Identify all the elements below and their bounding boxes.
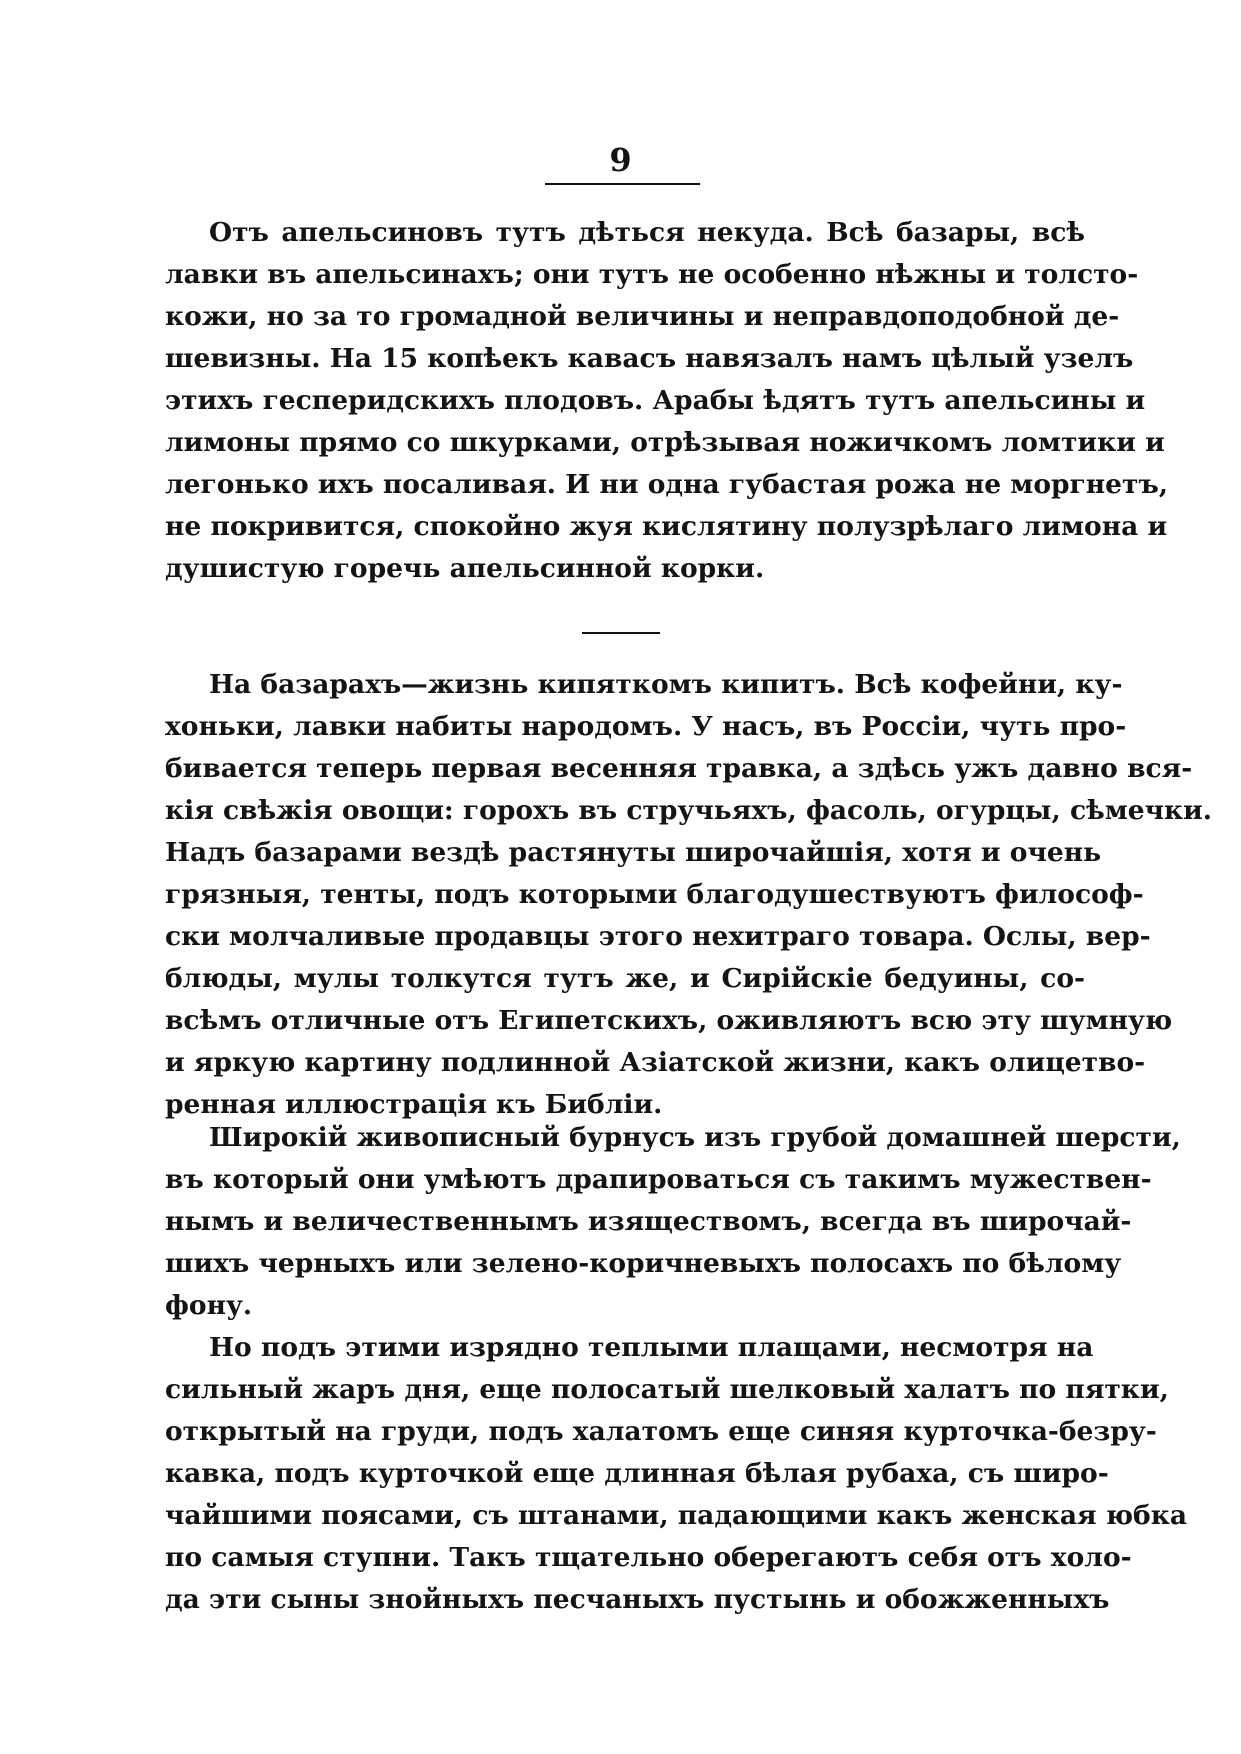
text-line: открытый на груди, подъ халатомъ еще синяя курточка-безру- [165,1416,1157,1447]
text-line: не покривится, спокойно жуя кислятину полузрѣлаго лимона и [165,511,1168,542]
page-number: 9 [609,141,632,179]
text-line: шихъ черныхъ или зелено-коричневыхъ полосахъ по бѣлому [165,1248,1122,1279]
text-line: лимоны прямо со шкурками, отрѣзывая ножичкомъ ломтики и [165,427,1165,458]
paragraph-bazaars [165,664,1213,1126]
text-line: ски молчаливые продавцы этого нехитраго товара. Ослы, вер- [165,921,1151,952]
text-line: Отъ апельсиновъ тутъ дѣться некуда. Всѣ базары, всѣ [209,217,1085,248]
text-line: На базарахъ—жизнь кипяткомъ кипитъ. Всѣ кофейни, ку- [209,669,1123,700]
text-line: шевизны. На 15 копѣекъ кавасъ навязалъ намъ цѣлый узелъ [165,343,1134,374]
text-line: и яркую картину подлинной Азіатской жизни, какъ олицетво- [165,1047,1146,1078]
text-line: хоньки, лавки набиты народомъ. У насъ, въ Россіи, чуть про- [165,711,1127,742]
text-line: душистую горечь апельсинной корки. [165,553,765,584]
text-line: бивается теперь первая весенняя травка, а здѣсь ужъ давно вся- [165,753,1193,784]
header-rule [545,183,700,185]
text-line: по самыя ступни. Такъ тщательно оберегаютъ себя отъ холо- [165,1542,1132,1573]
text-line: кожи, но за то громадной величины и неправдоподобной де- [165,301,1120,332]
text-line: легонько ихъ посаливая. И ни одна губастая рожа не моргнетъ, [165,469,1169,500]
paragraph-burnous [165,1117,1181,1327]
text-line: грязныя, тенты, подъ которыми благодушествуютъ философ- [165,879,1144,910]
text-line: да эти сыны знойныхъ песчаныхъ пустынь и обожженныхъ [165,1584,1110,1615]
text-line: лавки въ апельсинахъ; они тутъ не особенно нѣжны и толсто- [165,259,1139,290]
text-line: ренная иллюстрація къ Библіи. [165,1089,663,1120]
text-line: Широкій живописный бурнусъ изъ грубой домашней шерсти, [209,1122,1181,1153]
text-line: блюды, мулы толкутся тутъ же, и Сирійскіе бедуины, со- [165,963,1085,994]
text-line: кія свѣжія овощи: горохъ въ стручьяхъ, фасоль, огурцы, сѣмечки. [165,795,1213,826]
text-line: въ который они умѣютъ драпироваться съ такимъ мужествен- [165,1164,1152,1195]
text-line: всѣмъ отличные отъ Египетскихъ, оживляютъ всю эту шумную [165,1005,1173,1036]
text-line: чайшими поясами, съ штанами, падающими какъ женская юбка [165,1500,1188,1531]
paragraph-cloaks [165,1327,1188,1621]
text-line: фону. [165,1290,253,1321]
text-line: нымъ и величественнымъ изяществомъ, всегда въ широчай- [165,1206,1132,1237]
paragraph-oranges [165,212,1169,590]
text-line: Но подъ этими изрядно теплыми плащами, несмотря на [209,1332,1094,1363]
text-line: этихъ гесперидскихъ плодовъ. Арабы ѣдятъ тутъ апельсины и [165,385,1146,416]
text-line: кавка, подъ курточкой еще длинная бѣлая рубаха, съ широ- [165,1458,1109,1489]
text-line: Надъ базарами вездѣ растянуты широчайшія, хотя и очень [165,837,1102,868]
text-line: сильный жаръ дня, еще полосатый шелковый халатъ по пятки, [165,1374,1169,1405]
section-separator [582,632,660,634]
